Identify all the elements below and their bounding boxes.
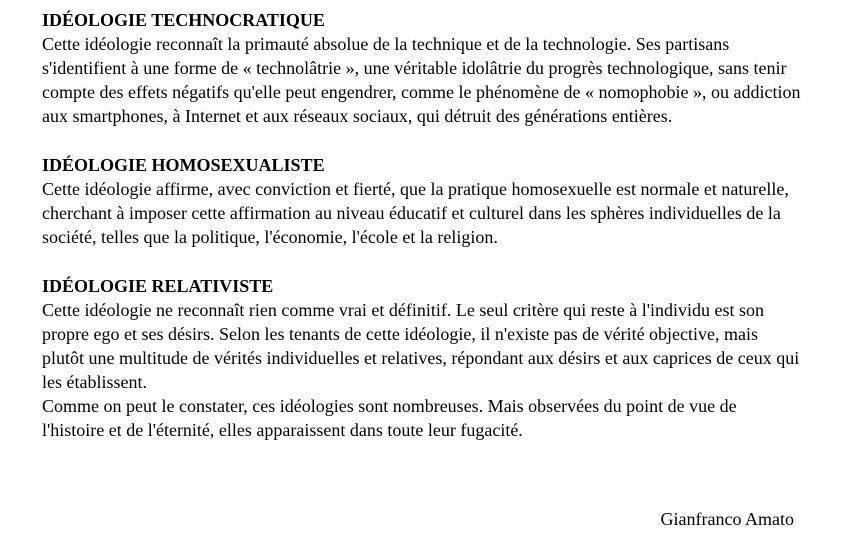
author-signature: Gianfranco Amato bbox=[660, 509, 794, 529]
section-relativiste bbox=[42, 274, 808, 442]
section-technocratique bbox=[42, 8, 808, 128]
section-title: IDÉOLOGIE RELATIVISTE bbox=[42, 276, 274, 296]
section-paragraph: Cette idéologie reconnaît la primauté absolue de la technique et de la technologie. Ses partisans s'identifient à une forme de « technolâtrie », une véritable idolâtrie du progrès technologique, sans tenir compte des effets négatifs qu'elle peut engendrer, comme le phénomène de « nomophobie », ou addiction aux smartphones, à Internet et aux réseaux sociaux, qui détruit des générations entières. bbox=[42, 34, 801, 126]
section-paragraph: Comme on peut le constater, ces idéologies sont nombreuses. Mais observées du point de vue de l'histoire et de l'éternité, elles apparaissent dans toute leur fugacité. bbox=[42, 396, 737, 440]
section-paragraph: Cette idéologie affirme, avec conviction et fierté, que la pratique homosexuelle est normale et naturelle, cherchant à imposer cette affirmation au niveau éducatif et culturel dans les sphères individuelles de la société, telles que la politique, l'économie, l'école et la religion. bbox=[42, 179, 789, 247]
section-title: IDÉOLOGIE TECHNOCRATIQUE bbox=[42, 10, 325, 30]
section-paragraph: Cette idéologie ne reconnaît rien comme vrai et définitif. Le seul critère qui reste à l'individu est son propre ego et ses désirs. Selon les tenants de cette idéologie, il n'existe pas de vérité objective, mais plutôt une multitude de vérités individuelles et relatives, répondant aux désirs et aux caprices de ceux qui les établissent. bbox=[42, 300, 800, 392]
section-title: IDÉOLOGIE HOMOSEXUALISTE bbox=[42, 155, 325, 175]
section-homosexualiste bbox=[42, 153, 808, 249]
